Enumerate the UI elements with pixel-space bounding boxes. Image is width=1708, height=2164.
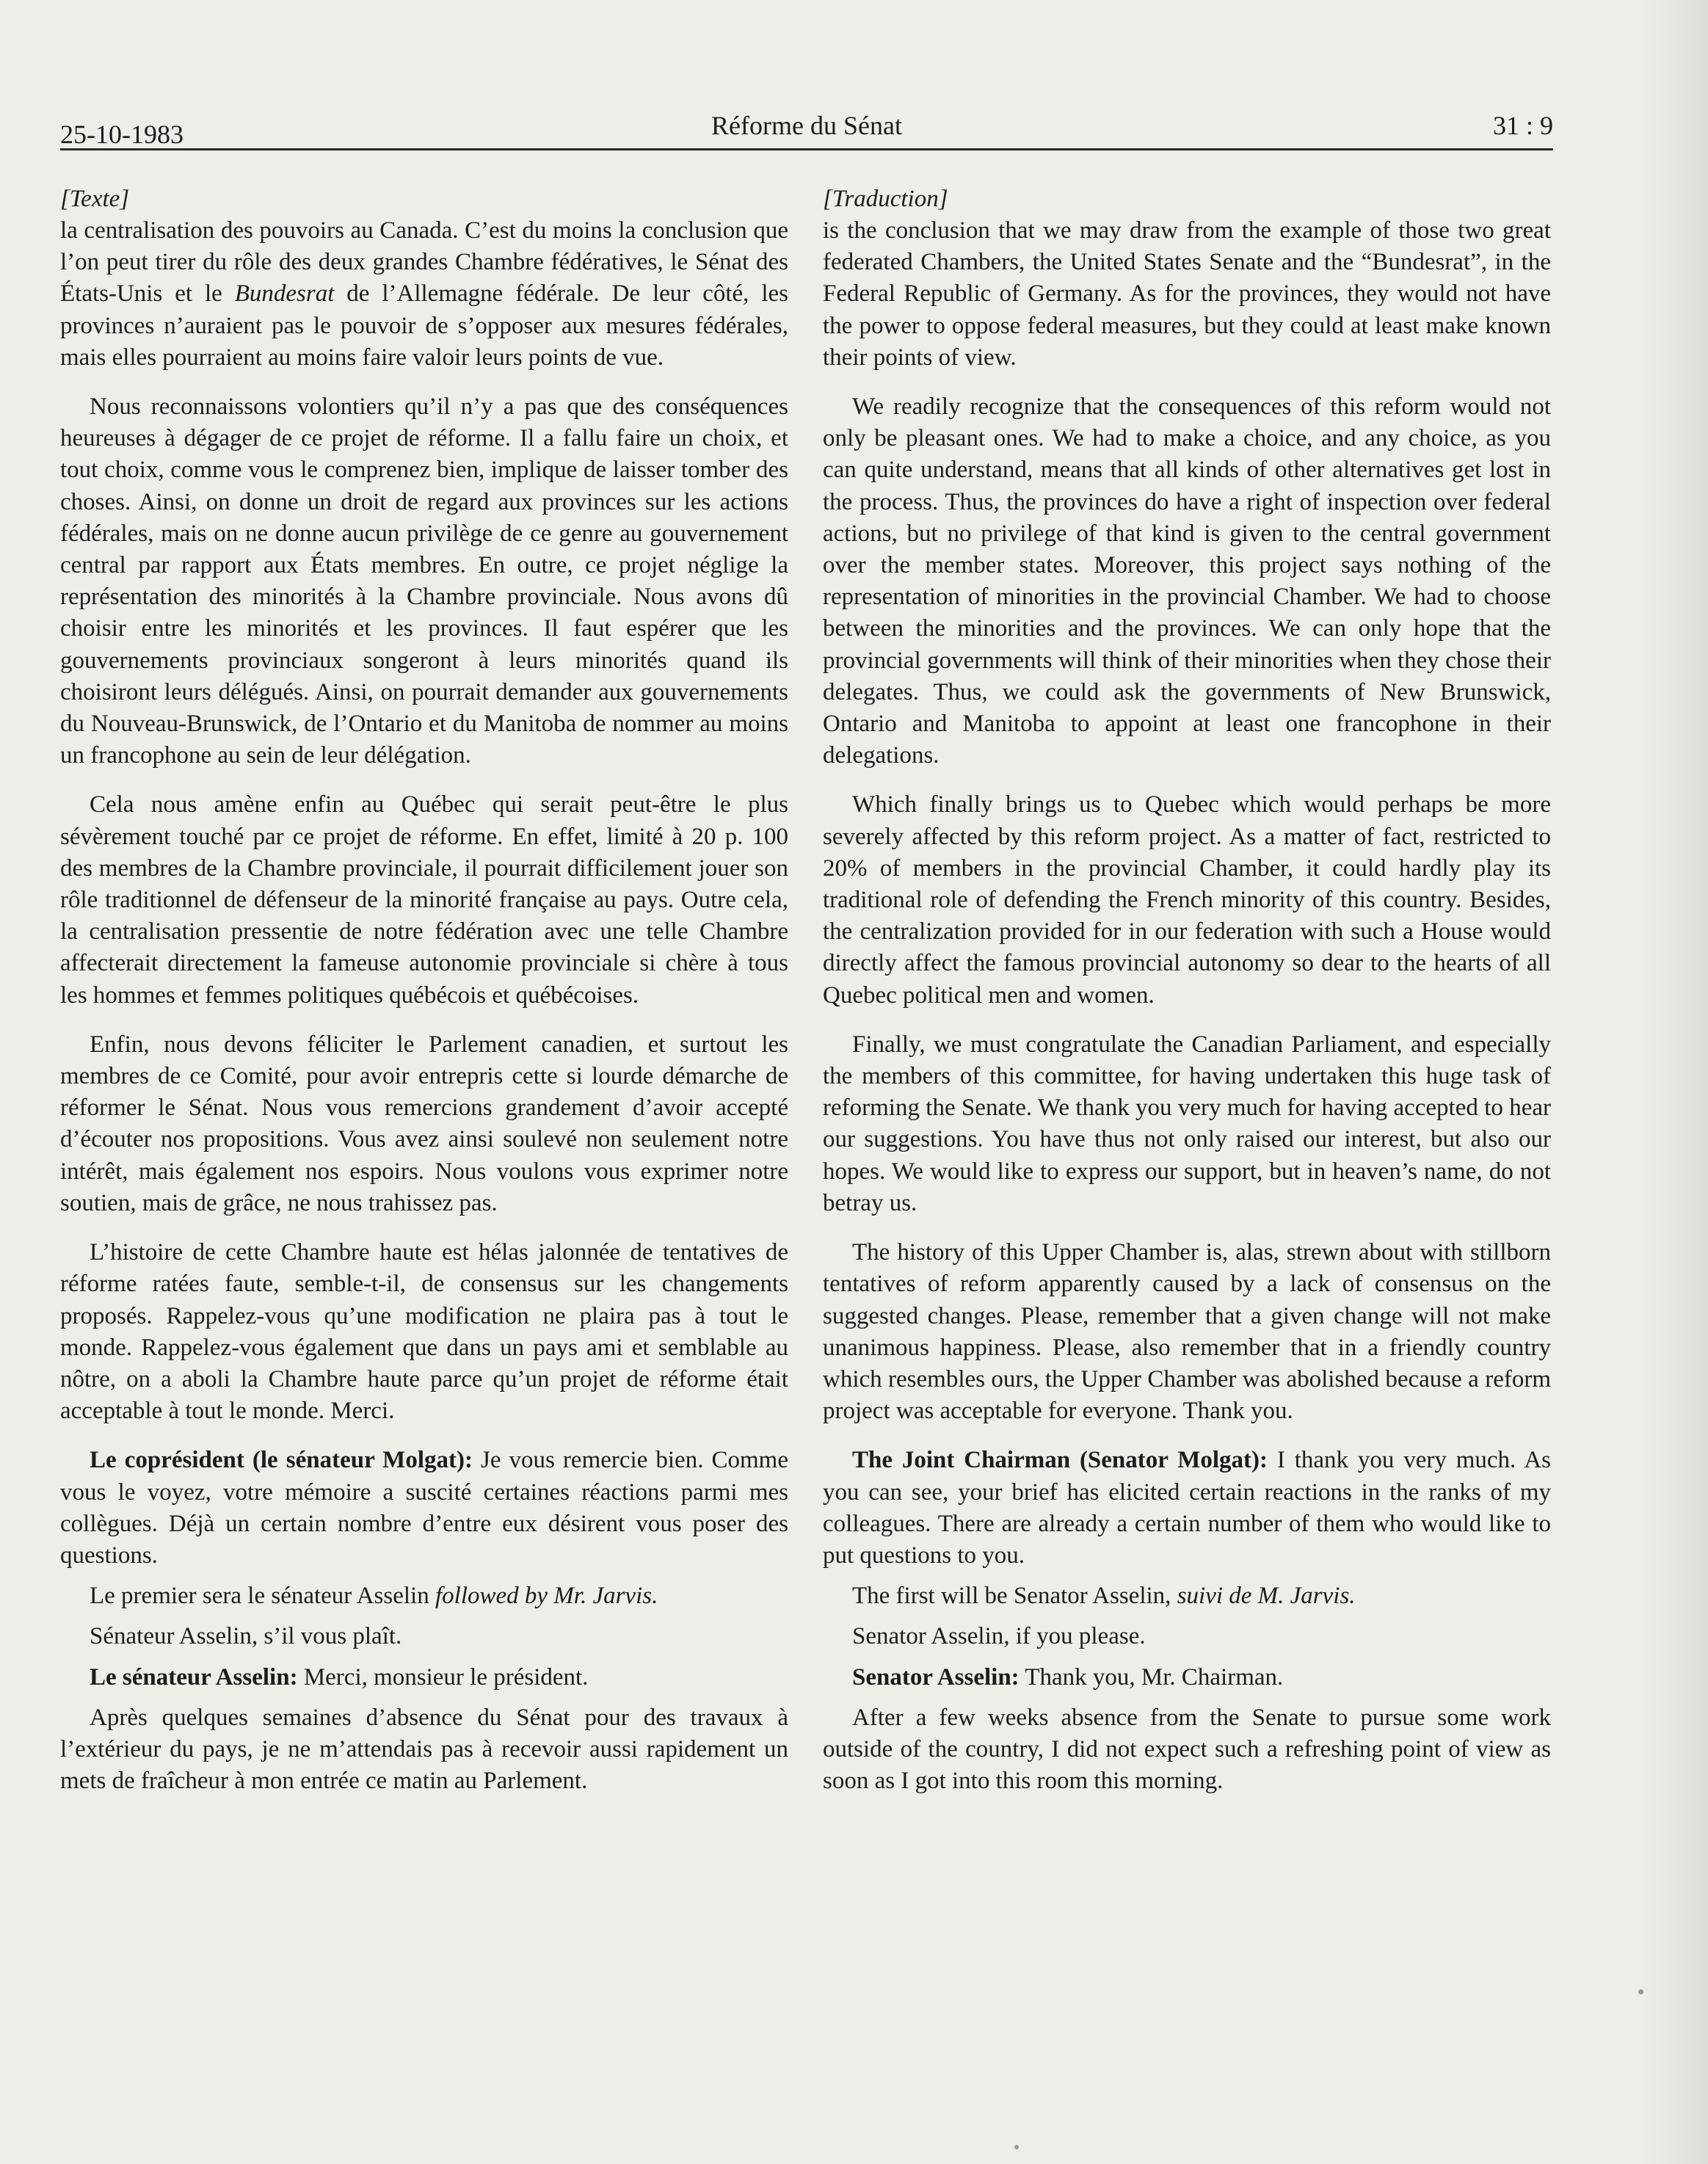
header-date: 25-10-1983 bbox=[60, 120, 183, 149]
paper-speck bbox=[1638, 1989, 1643, 1994]
left-column-tag: [Texte] bbox=[60, 186, 130, 212]
left-paragraph-4: Enfin, nous devons féliciter le Parlement canadien, et surtout les membres de ce Comité, pour avoir entrepris cette si lourde démarche de réformer le Sénat. Nous vous remercions grandement d’avoir accepté d’écouter nos propositions. Vous avez ainsi soulevé non seulement notre intérêt, mais également nos espoirs. Nous voulons vous exprimer notre soutien, mais de grâce, ne nous trahissez pas. bbox=[60, 1031, 788, 1216]
header-page-number: 31 : 9 bbox=[1492, 111, 1553, 140]
right-paragraph-10: After a few weeks absence from the Senate to pursue some work outside of the country, I did not expect such a refreshing point of view as soon as I got into this room this morning. bbox=[823, 1704, 1551, 1795]
right-paragraph-7: The first will be Senator Asselin, suivi de M. Jarvis. bbox=[852, 1583, 1356, 1610]
left-paragraph-5: L’histoire de cette Chambre haute est hélas jalonnée de tentatives de réforme ratées faute, semble-t-il, de consensus sur les changements proposés. Rappelez-vous qu’une modification ne plaira pas à tout le monde. Rappelez-vous également que dans un pays ami et semblable au nôtre, on a aboli la Chambre haute parce qu’un projet de réforme était acceptable à tout le monde. Merci. bbox=[60, 1239, 788, 1425]
page-header bbox=[60, 110, 1553, 154]
right-column-english bbox=[823, 184, 1551, 1815]
left-column-french bbox=[60, 184, 788, 1815]
left-paragraph-10: Après quelques semaines d’absence du Sénat pour des travaux à l’extérieur du pays, je ne m’attendais pas à recevoir aussi rapidement un mets de fraîcheur à mon entrée ce matin au Parlement. bbox=[60, 1704, 788, 1795]
left-paragraph-6: Le coprésident (le sénateur Molgat): Je vous remercie bien. Comme vous le voyez, votre mémoire a suscité certaines réactions parmi mes collègues. Déjà un certain nombre d’entre eux désirent vous poser des questions. bbox=[60, 1447, 788, 1569]
right-column-tag: [Traduction] bbox=[823, 186, 948, 212]
left-paragraph-9: Le sénateur Asselin: Merci, monsieur le président. bbox=[90, 1663, 589, 1691]
speaker-name: Senator Asselin: bbox=[852, 1663, 1020, 1691]
right-paragraph-9: Senator Asselin: Thank you, Mr. Chairman. bbox=[852, 1663, 1284, 1691]
right-paragraph-6: The Joint Chairman (Senator Molgat): I thank you very much. As you can see, your brief has elicited certain reactions in the ranks of my colleagues. There are already a certain number of them who would like to put questions to you. bbox=[823, 1447, 1552, 1569]
page-edge-shadow bbox=[1642, 0, 1708, 2164]
speaker-name: Le coprésident (le sénateur Molgat): bbox=[90, 1447, 473, 1474]
header-rule bbox=[60, 148, 1553, 150]
right-paragraph-5: The history of this Upper Chamber is, alas, strewn about with stillborn tentatives of reform apparently caused by a lack of consensus on the suggested changes. Please, remember that a given change will not make unanimous happiness. Please, also remember that in a friendly country which resembles ours, the Upper Chamber was abolished because a reform project was acceptable for everyone. Thank you. bbox=[823, 1239, 1551, 1425]
left-paragraph-7: Le premier sera le sénateur Asselin followed by Mr. Jarvis. bbox=[90, 1583, 658, 1610]
speaker-name: Le sénateur Asselin: bbox=[90, 1663, 298, 1691]
left-paragraph-2: Nous reconnaissons volontiers qu’il n’y a pas que des conséquences heureuses à dégager de ce projet de réforme. Il a fallu faire un choix, et tout choix, comme vous le comprenez bien, implique de laisser tomber des choses. Ainsi, on donne un droit de regard aux provinces sur les actions fédérales, mais on ne donne aucun privilège de ce genre au gouvernement central par rapport aux États membres. En outre, ce projet néglige la représentation des minorités à la Chambre provinciale. Nous avons dû choisir entre les minorités et les provinces. Il faut espérer que les gouvernements provinciaux songeront à leurs minorités quand ils choisiront leurs délégués. Ainsi, on pourrait demander aux gouvernements du Nouveau-Brunswick, de l’Ontario et du Manitoba de nommer au moins un francophone au sein de leur délégation. bbox=[60, 393, 788, 769]
paper-speck bbox=[1014, 2145, 1019, 2149]
right-paragraph-2: We readily recognize that the consequences of this reform would not only be pleasant ones. We had to make a choice, and any choice, as you can quite understand, means that all kinds of other alternatives get lost in the process. Thus, the provinces do have a right of inspection over federal actions, but no privilege of that kind is given to the central government over the member states. Moreover, this project says nothing of the representation of minorities in the provincial Chamber. We had to choose between the minorities and the provinces. We can only hope that the provincial governments will think of their minorities when they chose their delegates. Thus, we could ask the governments of New Brunswick, Ontario and Manitoba to appoint at least one francophone in their delegations. bbox=[823, 393, 1551, 769]
speaker-name: The Joint Chairman (Senator Molgat): bbox=[852, 1447, 1268, 1474]
right-paragraph-4: Finally, we must congratulate the Canadian Parliament, and especially the members of this committee, for having undertaken this huge task of reforming the Senate. We thank you very much for having accepted to hear our suggestions. You have thus not only raised our interest, but also our hopes. We would like to express our support, but in heaven’s name, do not betray us. bbox=[823, 1031, 1551, 1216]
right-paragraph-8: Senator Asselin, if you please. bbox=[852, 1623, 1146, 1650]
left-paragraph-1: la centralisation des pouvoirs au Canada. C’est du moins la conclusion que l’on peut tirer du rôle des deux grandes Chambre fédératives, le Sénat des États-Unis et le Bundesrat de l’Allemagne fédérale. De leur côté, les provinces n’auraient pas le pouvoir de s’opposer aux mesures fédérales, mais elles pourraient au moins faire valoir leurs points de vue. bbox=[60, 217, 788, 371]
right-paragraph-1: is the conclusion that we may draw from the example of those two great federated Chambers, the United States Senate and the “Bundesrat”, in the Federal Republic of Germany. As for the provinces, they would not have the power to oppose federal measures, but they could at least make known their points of view. bbox=[823, 217, 1551, 371]
left-paragraph-3: Cela nous amène enfin au Québec qui serait peut-être le plus sévèrement touché par ce projet de réforme. En effet, limité à 20 p. 100 des membres de la Chambre provinciale, il pourrait difficilement jouer son rôle traditionnel de défenseur de la minorité française au pays. Outre cela, la centralisation pressentie de notre fédération avec une telle Chambre affecterait directement la fameuse autonomie provinciale si chère à tous les hommes et femmes politiques québécois et québécoises. bbox=[60, 791, 788, 1009]
left-paragraph-8: Sénateur Asselin, s’il vous plaît. bbox=[90, 1623, 402, 1650]
header-title: Réforme du Sénat bbox=[711, 111, 902, 140]
right-paragraph-3: Which finally brings us to Quebec which would perhaps be more severely affected by this reform project. As a matter of fact, restricted to 20% of members in the provincial Chamber, it could hardly play its traditional role of defending the French minority of this country. Besides, the centralization provided for in our federation with such a House would directly affect the famous provincial autonomy so dear to the hearts of all Quebec political men and women. bbox=[823, 791, 1551, 1009]
